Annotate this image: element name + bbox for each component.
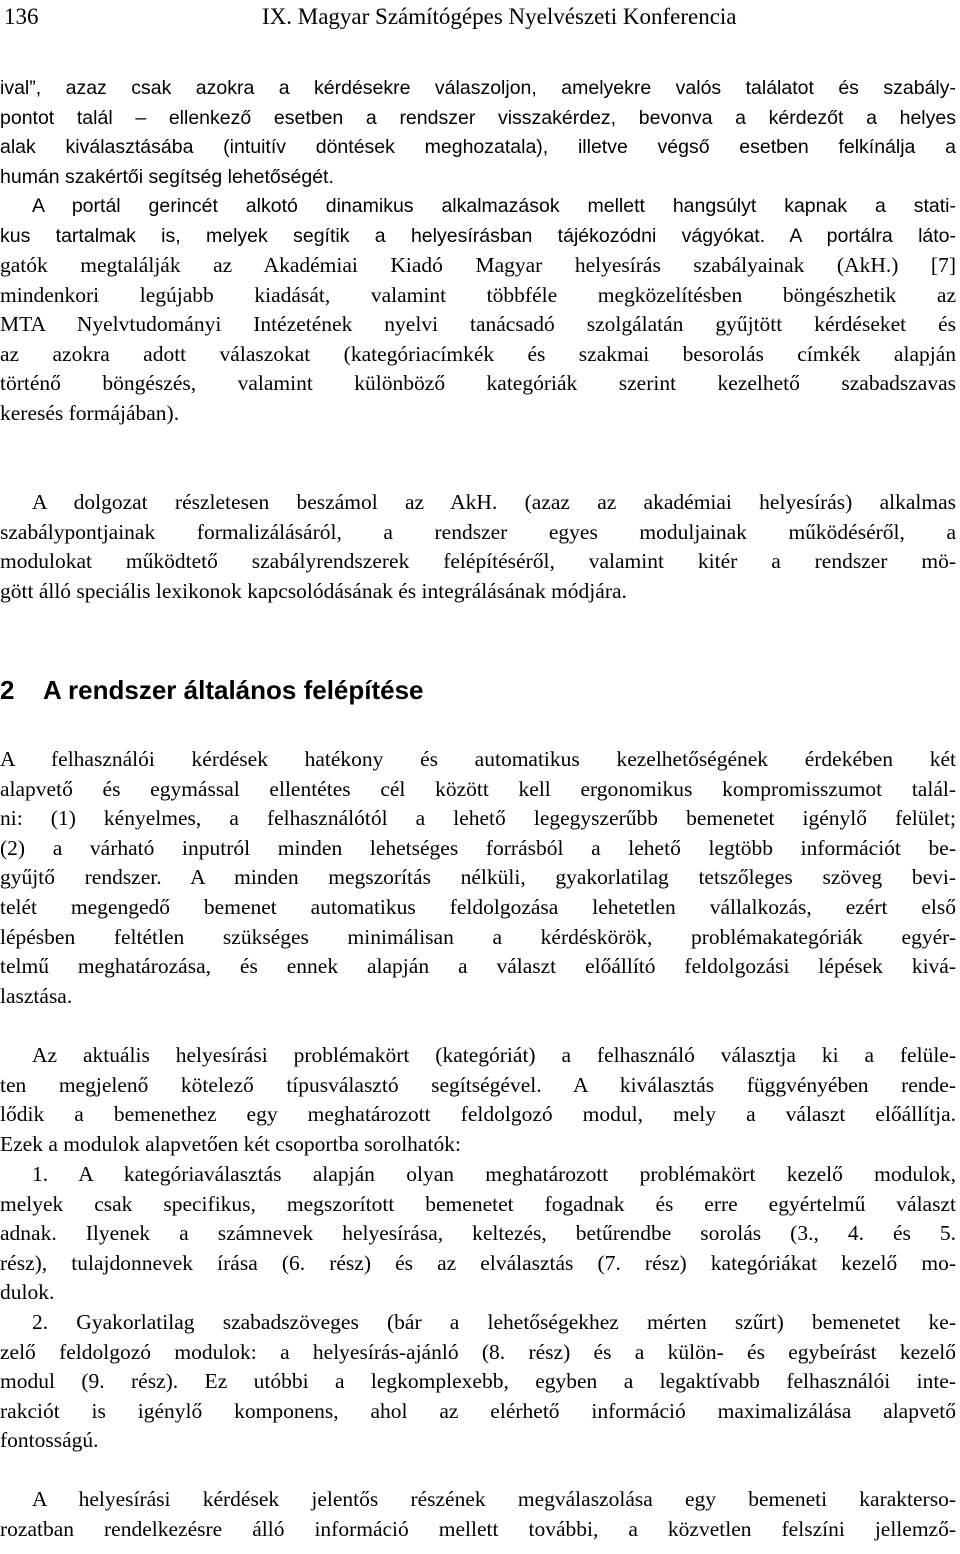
text-line: rakciót is igénylő komponens, ahol az elérhető információ maximalizálása alapvető <box>0 1398 956 1423</box>
text-line: zelő feldolgozó modulok: a helyesírás-ajánló (8. rész) és a külön- és egybeírást kezelő <box>0 1339 956 1364</box>
text-line: 2. Gyakorlatilag szabadszöveges (bár a lehetőségekhez mérten szűrt) bemenetet ke- <box>32 1310 956 1334</box>
text-line: 1. A kategóriaválasztás alapján olyan meghatározott problémakört kezelő modulok, <box>32 1162 956 1186</box>
paragraph-final <box>0 1485 956 1544</box>
text-line: (2) a várható inputról minden lehetséges forrásból a lehető legtöbb információt be- <box>0 835 956 860</box>
text-line: lépésben feltétlen szükséges minimálisan a kérdéskörök, problémakategóriák egyér- <box>0 924 956 949</box>
text-line: gatók megtalálják az Akadémiai Kiadó Magyar helyesírás szabályainak (AkH.) [7] <box>0 253 956 277</box>
text-line: alapvető és egymással ellentétes cél között kell ergonomikus kompromisszumot talál- <box>0 776 956 801</box>
paragraph-dolgozat <box>0 488 956 606</box>
text-line: Az aktuális helyesírási problémakört (kategóriát) a felhasználó választja ki a felüle- <box>32 1043 956 1067</box>
text-line: melyek csak specifikus, megszorított bemenetet fogadnak és erre egyértelmű választ <box>0 1191 956 1216</box>
text-line: A dolgozat részletesen beszámol az AkH. (azaz az akadémiai helyesírás) alkalmas <box>32 490 956 514</box>
text-line: MTA Nyelvtudományi Intézetének nyelvi tanácsadó szolgálatán gyűjtött kérdéseket és <box>0 312 956 337</box>
paragraph-felhasznaloi <box>0 745 956 1011</box>
text-line: alak kiválasztásába (intuitív döntések meghozatala), illetve végső esetben felkínálja a <box>0 136 956 159</box>
section-number: 2 <box>0 675 15 705</box>
paragraph-portal <box>0 192 956 251</box>
text-line: Ezek a modulok alapvetően két csoportba sorolhatók: <box>0 1131 461 1156</box>
running-header <box>4 2 954 32</box>
paragraph-aktualis <box>0 1041 956 1159</box>
running-title: IX. Magyar Számítógépes Nyelvészeti Konferencia <box>262 4 737 29</box>
text-line: ten megjelenő kötelező típusválasztó segítségével. A kiválasztás függvényében rende- <box>0 1072 956 1097</box>
text-line: modul (9. rész). Ez utóbbi a legkomplexebb, egyben a legaktívabb felhasználói inte- <box>0 1369 956 1394</box>
text-line: dulok. <box>0 1280 55 1305</box>
text-line: szabálypontjainak formalizálásáról, a rendszer egyes moduljainak működéséről, a <box>0 519 956 544</box>
text-line: telét megengedő bemenet automatikus feldolgozása lehetetlen vállalkozás, ezért első <box>0 894 956 919</box>
text-line: rész), tulajdonnevek írása (6. rész) és az elválasztás (7. rész) kategóriákat kezelő mo- <box>0 1250 956 1275</box>
text-line: modulokat működtető szabályrendszerek felépítéséről, valamint kitér a rendszer mö- <box>0 549 956 574</box>
text-line: fontosságú. <box>0 1428 99 1453</box>
paragraph-portal-cont <box>0 251 956 429</box>
text-line: kus tartalmak is, melyek segítik a helyesírásban tájékozódni vágyókat. A portálra láto- <box>0 224 956 247</box>
list-item-2 <box>0 1308 956 1456</box>
text-line: pontot talál – ellenkező esetben a rendszer visszakérdez, bevonva a kérdezőt a helyes <box>0 106 956 129</box>
text-line: gyűjtő rendszer. A minden megszorítás nélküli, gyakorlatilag tetszőleges szöveg bevi- <box>0 865 956 890</box>
text-line: keresés formájában). <box>0 400 180 425</box>
text-line: gött álló speciális lexikonok kapcsolódásának és integrálásának módjára. <box>0 578 627 603</box>
text-line: történő böngészés, valamint különböző kategóriák szerint kezelhető szabadszavas <box>0 371 956 396</box>
page-number: 136 <box>4 4 39 29</box>
text-line: az azokra adott válaszokat (kategóriacímkék és szakmai besorolás címkék alapján <box>0 341 956 366</box>
text-line: A portál gerincét alkotó dinamikus alkalmazások mellett hangsúlyt kapnak a stati- <box>32 195 956 217</box>
section-heading <box>0 670 956 710</box>
text-line: ival”, azaz csak azokra a kérdésekre válaszoljon, amelyekre valós találatot és szabály- <box>0 77 956 99</box>
paragraph-intro <box>0 74 956 192</box>
text-line: humán szakértői segítség lehetőségét. <box>0 165 334 188</box>
text-line: lasztása. <box>0 983 73 1008</box>
text-line: mindenkori legújabb kiadását, valamint többféle megközelítésben böngészhetik az <box>0 282 956 307</box>
text-line: ni: (1) kényelmes, a felhasználótól a lehető legegyszerűbb bemenetet igénylő felület; <box>0 806 956 831</box>
list-item-1 <box>0 1160 956 1308</box>
text-line: A helyesírási kérdések jelentős részének megválaszolása egy bemeneti karakterso- <box>32 1487 956 1511</box>
text-line: lődik a bemenethez egy meghatározott feldolgozó modul, mely a választ előállítja. <box>0 1102 956 1127</box>
text-line: A felhasználói kérdések hatékony és automatikus kezelhetőségének érdekében két <box>0 747 956 771</box>
text-line: telmű meghatározása, és ennek alapján a választ előállító feldolgozási lépések kivá- <box>0 954 956 979</box>
section-title: A rendszer általános felépítése <box>43 675 424 705</box>
text-line: rozatban rendelkezésre álló információ mellett további, a közvetlen felszíni jellemző- <box>0 1516 956 1541</box>
text-line: adnak. Ilyenek a számnevek helyesírása, keltezés, betűrendbe sorolás (3., 4. és 5. <box>0 1221 956 1246</box>
